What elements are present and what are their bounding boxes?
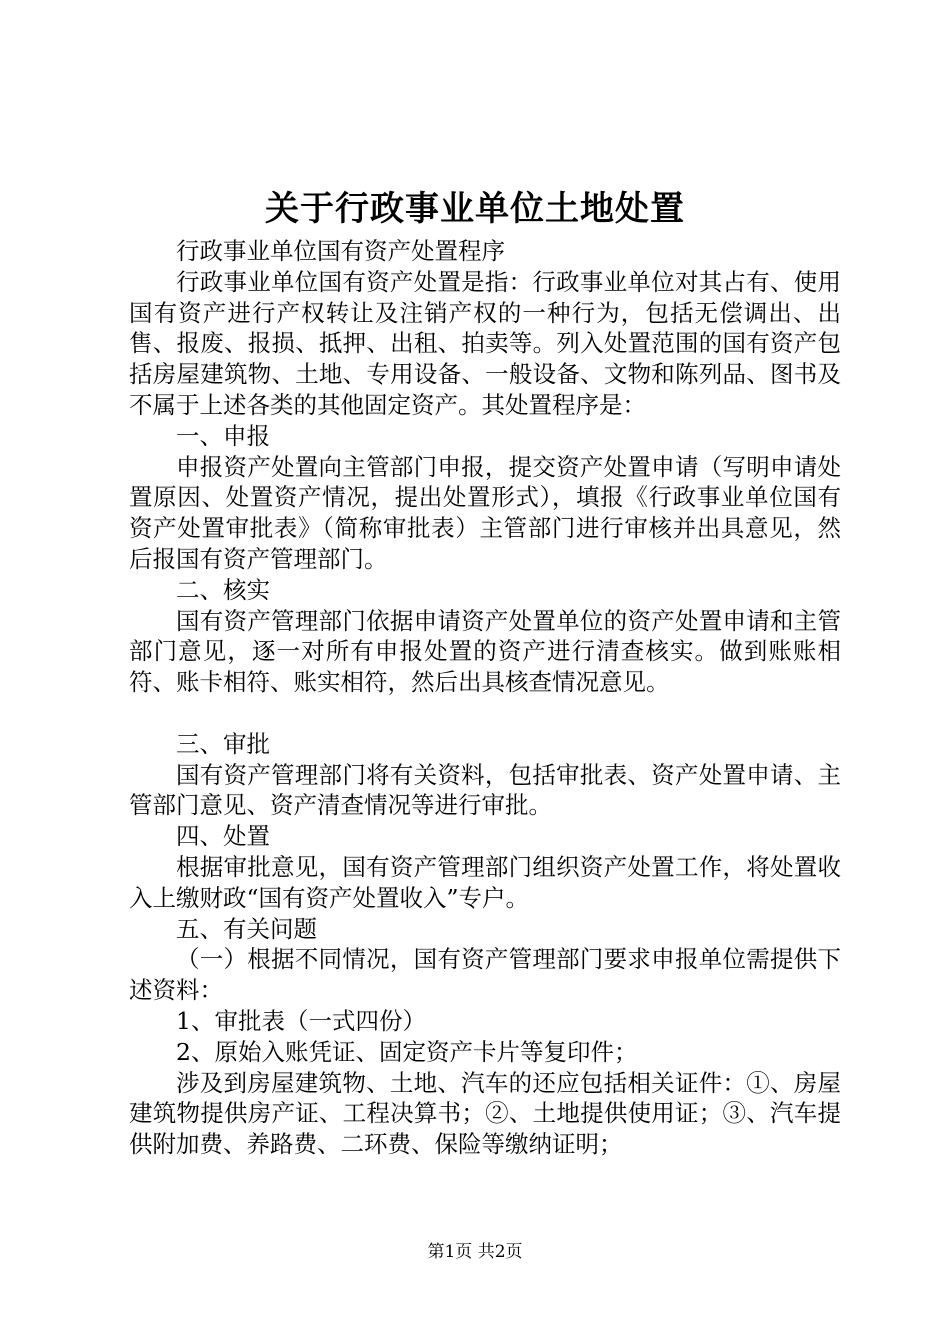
paragraph-approve: 国有资产管理部门将有关资料，包括审批表、资产处置申请、主管部门意见、资产清查情况等进行审批。 [129, 760, 841, 820]
document-body [129, 236, 841, 1160]
list-item-original-vouchers: 2、原始入账凭证、固定资产卡片等复印件； [176, 1037, 638, 1066]
paragraph-subtitle: 行政事业单位国有资产处置程序 [176, 237, 505, 265]
paragraph-dispose: 根据审批意见，国有资产管理部门组织资产处置工作，将处置收入上缴财政“国有资产处置收入”专户。 [129, 852, 841, 912]
list-item-approval-form: 1、审批表（一式四份） [176, 1006, 426, 1035]
section-heading-issues: 五、有关问题 [176, 914, 317, 943]
section-heading-declare: 一、申报 [176, 421, 270, 450]
paragraph-declare: 申报资产处置向主管部门申报，提交资产处置申请（写明申请处置原因、处置资产情况，提出处置形式），填报《行政事业单位国有资产处置审批表》（简称审批表）主管部门进行审核并出具意见，然后报国有资产管理部门。 [129, 452, 841, 573]
document-title: 关于行政事业单位土地处置 [265, 189, 685, 229]
section-heading-verify: 二、核实 [176, 575, 270, 604]
paragraph-definition: 行政事业单位国有资产处置是指：行政事业单位对其占有、使用国有资产进行产权转让及注销产权的一种行为，包括无偿调出、出售、报废、报损、抵押、出租、拍卖等。列入处置范围的国有资产包括房屋建筑物、土地、专用设备、一般设备、文物和陈列品、图书及不属于上述各类的其他固定资产。其处置程序是： [129, 267, 841, 419]
paragraph-verify: 国有资产管理部门依据申请资产处置单位的资产处置申请和主管部门意见，逐一对所有申报处置的资产进行清查核实。做到账账相符、账卡相符、账实相符，然后出具核查情况意见。 [129, 606, 841, 697]
paragraph-issues-intro: （一）根据不同情况，国有资产管理部门要求申报单位需提供下述资料： [129, 945, 841, 1005]
page-footer: 第1页 共2页 [427, 1242, 523, 1262]
section-heading-dispose: 四、处置 [176, 822, 270, 851]
paragraph-certificates: 涉及到房屋建筑物、土地、汽车的还应包括相关证件：①、房屋建筑物提供房产证、工程决算书；②、土地提供使用证；③、汽车提供附加费、养路费、二环费、保险等缴纳证明； [129, 1068, 841, 1159]
section-heading-approve: 三、审批 [176, 729, 270, 758]
